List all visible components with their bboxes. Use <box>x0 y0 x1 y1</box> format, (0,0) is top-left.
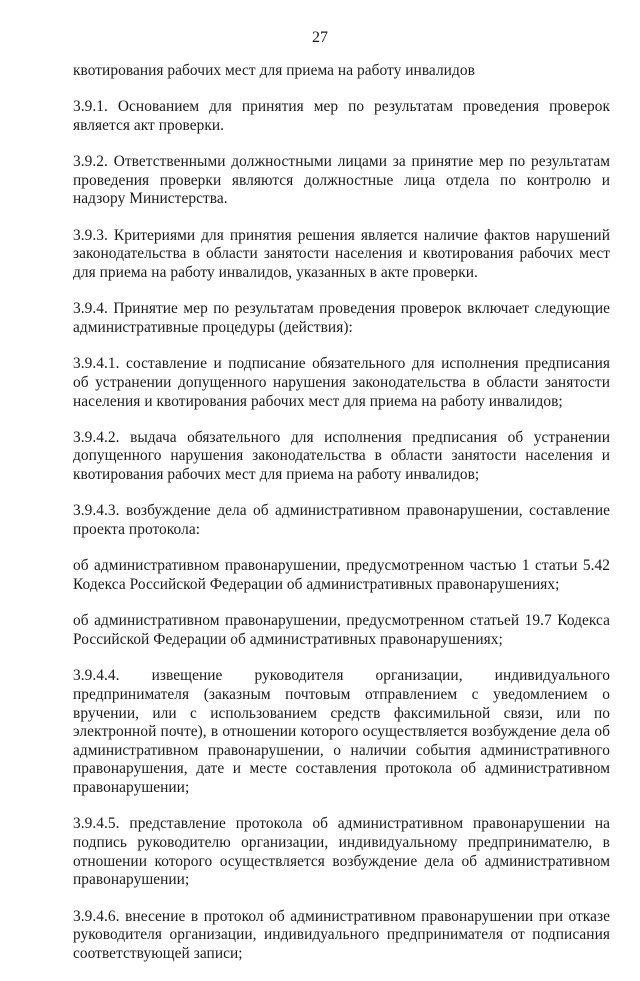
paragraph-continuation: квотирования рабочих мест для приема на работу инвалидов <box>73 62 475 79</box>
paragraph-3-9-4-5: 3.9.4.5. представление протокола об административном правонарушении на подпись руководителю организации, индивидуальному предпринимателю, в отношении которого осуществляется возбуждение дела об административном правонарушении; <box>73 815 610 889</box>
paragraph-3-9-4-3: 3.9.4.3. возбуждение дела об административном правонарушении, составление проекта протокола: <box>73 502 610 539</box>
paragraph-3-9-4: 3.9.4. Принятие мер по результатам проведения проверок включает следующие административные процедуры (действия): <box>73 300 610 336</box>
paragraph-3-9-4-4: 3.9.4.4. извещение руководителя организации, индивидуального предпринимателя (заказным почтовым отправлением с уведомлением о вручении, или с использованием средств факсимильной связи, или по электронной почте), в отношении которого осуществляется возбуждение дела об административном правонарушении, о наличии события административного правонарушения, дате и месте составления протокола об административном правонарушении; <box>73 667 610 796</box>
document-body <box>73 62 610 981</box>
paragraph-protocol-5-42: об административном правонарушении, предусмотренном частью 1 статьи 5.42 Кодекса Российской Федерации об административных правонарушениях; <box>73 557 610 594</box>
paragraph-3-9-2: 3.9.2. Ответственными должностными лицами за принятие мер по результатам проведения проверки являются должностные лица отдела по контролю и надзору Министерства. <box>73 153 610 208</box>
paragraph-3-9-3: 3.9.3. Критериями для принятия решения является наличие фактов нарушений законодательства в области занятости населения и квотирования рабочих мест для приема на работу инвалидов, указанных в акте проверки. <box>73 226 610 281</box>
paragraph-3-9-4-6: 3.9.4.6. внесение в протокол об административном правонарушении при отказе руководителя организации, индивидуального предпринимателя от подписания соответствующей записи; <box>73 907 610 962</box>
page-number: 27 <box>312 29 328 46</box>
paragraph-protocol-19-7: об административном правонарушении, предусмотренном статьей 19.7 Кодекса Российской Федерации об административных правонарушениях; <box>73 612 610 649</box>
paragraph-3-9-1: 3.9.1. Основанием для принятия мер по результатам проведения проверок является акт проверки. <box>73 98 610 134</box>
paragraph-3-9-4-2: 3.9.4.2. выдача обязательного для исполнения предписания об устранении допущенного нарушения законодательства в области занятости населения и квотирования рабочих мест для приема на работу инвалидов; <box>73 428 610 484</box>
paragraph-3-9-4-1: 3.9.4.1. составление и подписание обязательного для исполнения предписания об устранении допущенного нарушения законодательства в области занятости населения и квотирования рабочих мест для приема на работу инвалидов; <box>73 355 610 410</box>
